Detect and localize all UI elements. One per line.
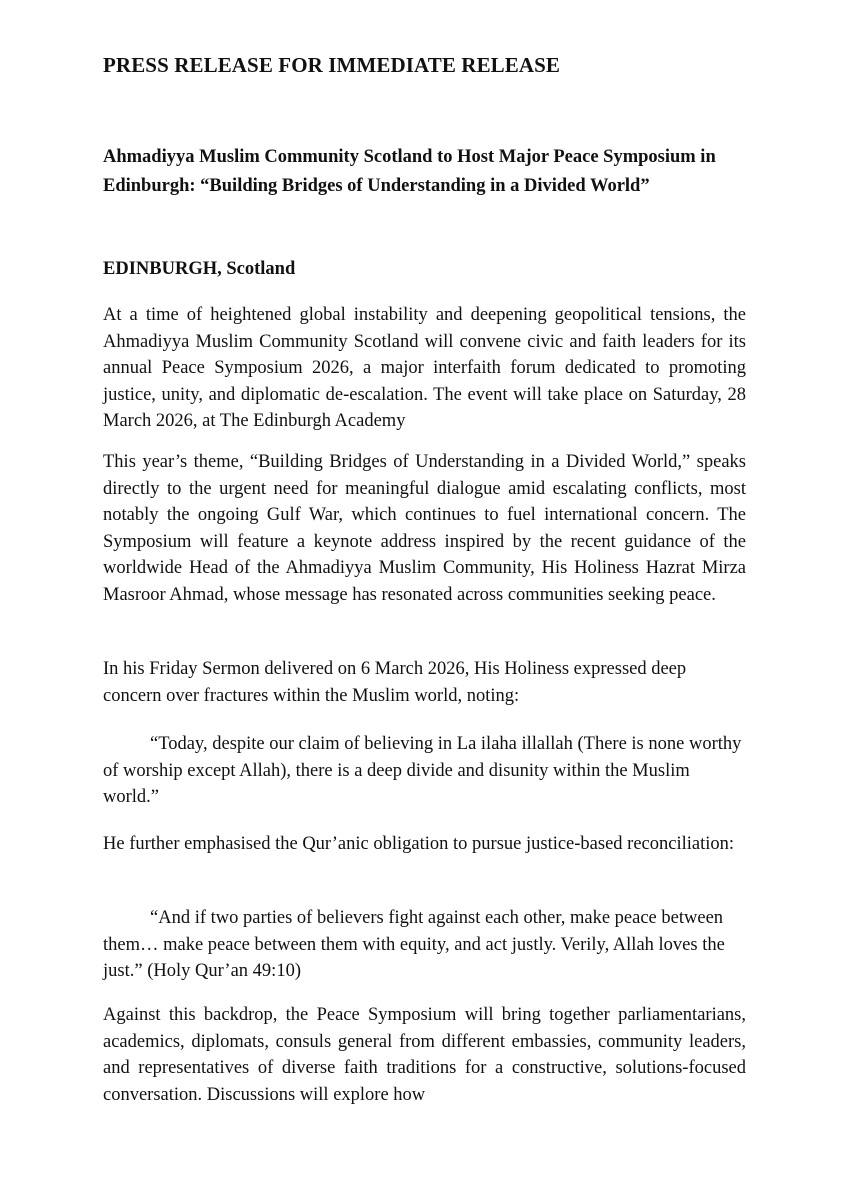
press-release-page (103, 0, 746, 1200)
body-paragraph-reconciliation: He further emphasised the Qur’anic obligation to pursue justice-based reconciliation: (103, 834, 735, 854)
press-release-heading: PRESS RELEASE FOR IMMEDIATE RELEASE (103, 53, 561, 77)
block-quote-quran: “And if two parties of believers fight against each other, make peace between them… make peace between them with equity, and act justly. Verily, Allah loves the just.” (Holy Qur’an 49:10) (103, 908, 725, 981)
press-release-headline: Ahmadiyya Muslim Community Scotland to Host Major Peace Symposium in Edinburgh: “Building Bridges of Understanding in a Divided World” (103, 147, 716, 196)
dateline: EDINBURGH, Scotland (103, 259, 296, 279)
body-paragraph-sermon: In his Friday Sermon delivered on 6 March 2026, His Holiness expressed deep concern over fractures within the Muslim world, noting: (103, 659, 687, 706)
block-quote-sermon: “Today, despite our claim of believing in La ilaha illallah (There is none worthy of worship except Allah), there is a deep divide and disunity within the Muslim world.” (103, 734, 742, 807)
body-paragraph-backdrop: Against this backdrop, the Peace Symposium will bring together parliamentarians, academics, diplomats, consuls general from different embassies, community leaders, and representatives of diverse faith traditions for a constructive, solutions-focused conversation. Discussions will explore how (103, 1005, 746, 1105)
body-paragraph-theme: This year’s theme, “Building Bridges of Understanding in a Divided World,” speaks directly to the urgent need for meaningful dialogue amid escalating conflicts, most notably the ongoing Gulf War, which continues to fuel international concern. The Symposium will feature a keynote address inspired by the recent guidance of the worldwide Head of the Ahmadiyya Muslim Community, His Holiness Hazrat Mirza Masroor Ahmad, whose message has resonated across communities seeking peace. (103, 452, 746, 605)
body-paragraph-intro: At a time of heightened global instability and deepening geopolitical tensions, the Ahmadiyya Muslim Community Scotland will convene civic and faith leaders for its annual Peace Symposium 2026, a major interfaith forum dedicated to promoting justice, unity, and diplomatic de-escalation. The event will take place on Saturday, 28 March 2026, at The Edinburgh Academy (103, 305, 746, 431)
